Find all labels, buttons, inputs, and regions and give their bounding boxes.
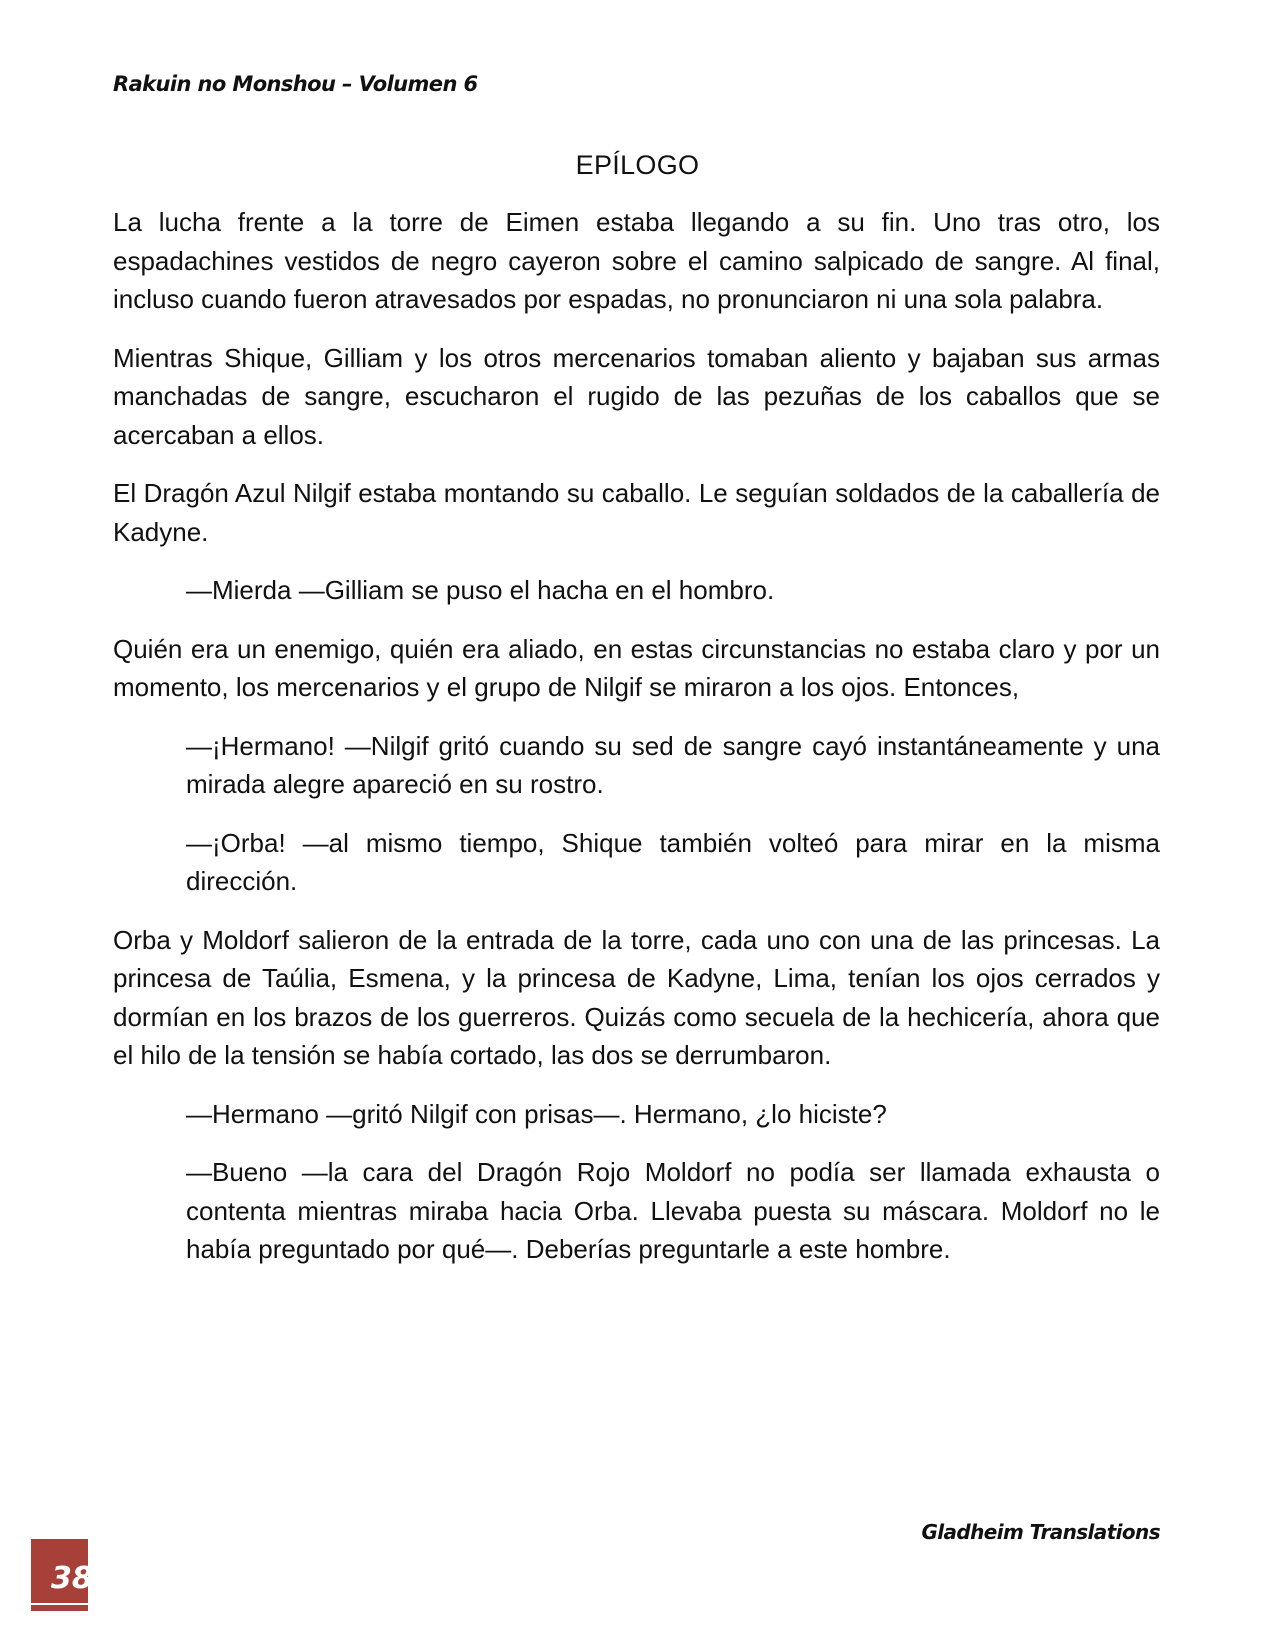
- dialogue-paragraph: —Hermano —gritó Nilgif con prisas—. Hermano, ¿lo hiciste?: [186, 1098, 887, 1129]
- page-tab-underline: [31, 1603, 88, 1605]
- paragraph: El Dragón Azul Nilgif estaba montando su caballo. Le seguían soldados de la caballería de Kadyne.: [113, 478, 1160, 547]
- paragraph: Quién era un enemigo, quién era aliado, en estas circunstancias no estaba claro y por un momento, los mercenarios y el grupo de Nilgif se miraron a los ojos. Entonces,: [113, 633, 1160, 702]
- dialogue-paragraph: —Mierda —Gilliam se puso el hacha en el hombro.: [186, 575, 775, 605]
- page-number-tab: [31, 1539, 93, 1611]
- paragraph: Mientras Shique, Gilliam y los otros mercenarios tomaban aliento y bajaban sus armas manchadas de sangre, escucharon el rugido de las pezuñas de los caballos que se acercaban a ellos.: [113, 342, 1160, 450]
- page-number: 38: [51, 1561, 93, 1596]
- paragraph: La lucha frente a la torre de Eimen estaba llegando a su fin. Uno tras otro, los espadachines vestidos de negro cayeron sobre el camino salpicado de sangre. Al final, incluso cuando fueron atravesados por espadas, no pronunciaron ni una sola palabra.: [113, 207, 1160, 314]
- dialogue-paragraph: —¡Orba! —al mismo tiempo, Shique también volteó para mirar en la misma dirección.: [186, 827, 1160, 896]
- footer-credit: Gladheim Translations: [921, 1520, 1160, 1544]
- paragraph: Orba y Moldorf salieron de la entrada de la torre, cada uno con una de las princesas. La princesa de Taúlia, Esmena, y la princesa de Kadyne, Lima, tenían los ojos cerrados y dormían en los brazos de los guerreros. Quizás como secuela de la hechicería, ahora que el hilo de la tensión se había cortado, las dos se derrumbaron.: [113, 924, 1160, 1070]
- body-text: [113, 203, 1160, 1289]
- chapter-title: EPÍLOGO: [575, 150, 700, 180]
- running-header: Rakuin no Monshou – Volumen 6: [113, 72, 478, 96]
- dialogue-paragraph: —Bueno —la cara del Dragón Rojo Moldorf no podía ser llamada exhausta o contenta mientras miraba hacia Orba. Llevaba puesta su máscara. Moldorf no le había preguntado por qué—. Deberías preguntarle a este hombre.: [186, 1157, 1160, 1264]
- dialogue-paragraph: —¡Hermano! —Nilgif gritó cuando su sed de sangre cayó instantáneamente y una mirada alegre apareció en su rostro.: [186, 730, 1160, 799]
